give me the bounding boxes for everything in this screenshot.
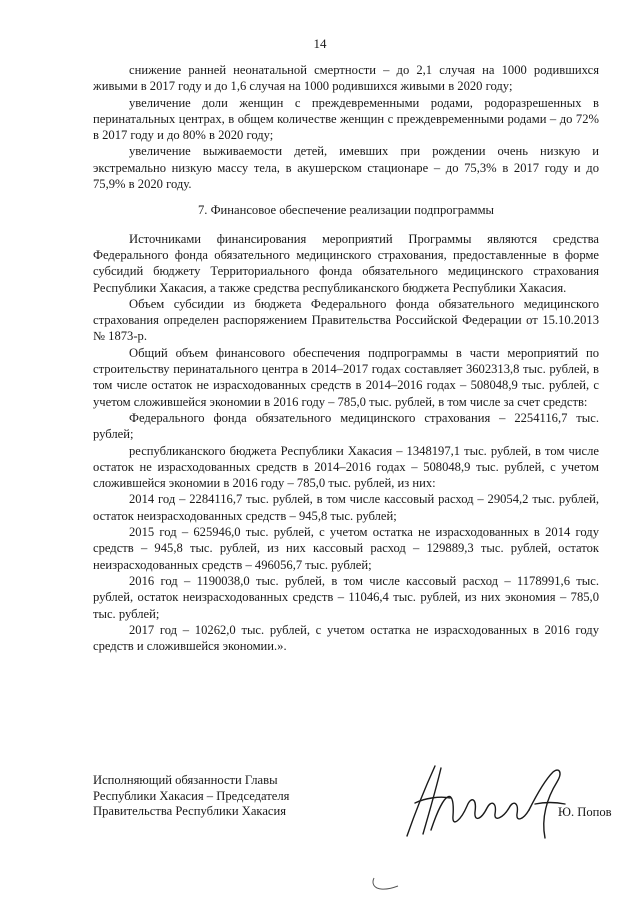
signature-title-block	[93, 773, 289, 820]
paragraph-federal-fund: Федерального фонда обязательного медицинского страхования – 2254116,7 тыс. рублей;	[93, 410, 599, 442]
paragraph-year-2014: 2014 год – 2284116,7 тыс. рублей, в том числе кассовый расход – 29054,2 тыс. рублей, остаток неизрасходованных средств – 945,8 тыс. рублей;	[93, 492, 599, 523]
paragraph-child-survival: увеличение выживаемости детей, имевших при рождении очень низкую и экстремально низкую массу тела, в акушерском стационаре – до 75,3% в 2017 году и до 75,9% в 2020 году.	[93, 144, 599, 192]
paragraph-year-2017: 2017 год – 10262,0 тыс. рублей, с учетом остатка не израсходованных в 2016 году средств и сложившейся экономии.».	[93, 622, 599, 654]
signature-title-line: Правительства Республики Хакасия	[93, 804, 287, 818]
paragraph-republican-budget: республиканского бюджета Республики Хакасия – 1348197,1 тыс. рублей, в том числе остаток не израсходованных средств в 2014–2016 годах – 508048,9 тыс. рублей, с учетом сложившейся экономии в 2016 году – 785,0 тыс. рублей, из них:	[93, 443, 599, 491]
paragraph-subsidy-volume: Объем субсидии из бюджета Федерального фонда обязательного медицинского страхования определен распоряжением Правительства Российской Федерации от 15.10.2013 № 1873-р.	[93, 296, 599, 344]
signature-title-line: Республики Хакасия – Председателя	[93, 788, 290, 803]
page-number: 14	[313, 36, 327, 51]
paragraph-total-funding: Общий объем финансового обеспечения подпрограммы в части мероприятий по строительству перинатального центра в 2014–2017 годах составляет 3602313,8 тыс. рублей, в том числе остаток не израсходованных средств в 2014–2016 годах – 508048,9 тыс. рублей, с учетом сложившейся экономии в 2016 году – 785,0 тыс. рублей, в том числе за счет средств:	[93, 345, 599, 409]
paragraph-premature-births: увеличение доли женщин с преждевременными родами, родоразрешенных в перинатальных центрах, в общем количестве женщин с преждевременными родами – до 72% в 2017 году и до 80% в 2020 году;	[93, 95, 599, 143]
section-heading: 7. Финансовое обеспечение реализации подпрограммы	[197, 203, 495, 218]
paragraph-funding-sources: Источниками финансирования мероприятий Программы являются средства Федерального фонда обязательного медицинского страхования, предоставленные в форме субсидий бюджету Территориального фонда обязательного медицинского страхования Республики Хакасия, а также средства республиканского бюджета Республики Хакасия.	[93, 231, 599, 295]
signer-name: Ю. Попов	[558, 805, 612, 819]
scan-mark	[368, 874, 402, 894]
paragraph-year-2016: 2016 год – 1190038,0 тыс. рублей, в том числе кассовый расход – 1178991,6 тыс. рублей, остаток неизрасходованных средств – 11046,4 тыс. рублей, из них экономия – 785,0 тыс. рублей;	[93, 573, 599, 621]
signature-title-line: Исполняющий обязанности Главы	[93, 773, 278, 787]
paragraph-year-2015: 2015 год – 625946,0 тыс. рублей, с учетом остатка не израсходованных в 2014 году средств – 945,8 тыс. рублей, из них кассовый расход – 129889,3 тыс. рублей, остаток неизрасходованных средств – 496056,7 тыс. рублей;	[93, 525, 599, 572]
paragraph-neonatal-mortality: снижение ранней неонатальной смертности – до 2,1 случая на 1000 родившихся живыми в 2017 году и до 1,6 случая на 1000 родившихся живыми в 2020 году;	[93, 63, 599, 94]
handwritten-signature	[395, 758, 585, 843]
document-body	[93, 62, 599, 654]
